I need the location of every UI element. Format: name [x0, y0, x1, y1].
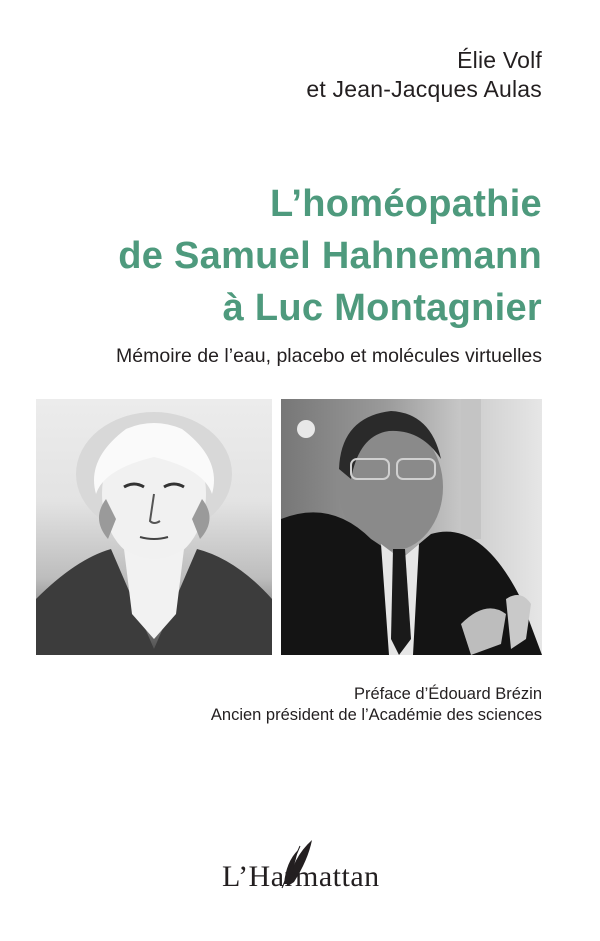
title-line-2: de Samuel Hahnemann — [118, 235, 542, 277]
montagnier-photo — [281, 399, 542, 655]
author-primary: Élie Volf — [457, 47, 542, 73]
publisher-logo — [222, 838, 392, 898]
book-title — [118, 178, 542, 334]
publisher-name: L’Harmattan — [222, 860, 380, 893]
preface-block — [211, 684, 542, 726]
author-secondary: et Jean-Jacques Aulas — [306, 76, 542, 102]
hahnemann-portrait — [36, 399, 272, 655]
preface-author-title: Ancien président de l’Académie des sciences — [210, 706, 542, 724]
authors-block — [306, 46, 542, 104]
portrait-photo-icon — [281, 399, 542, 655]
title-line-3: à Luc Montagnier — [222, 287, 542, 329]
portrait-engraving-icon — [36, 399, 272, 655]
title-line-1: L’homéopathie — [269, 183, 542, 225]
book-subtitle: Mémoire de l’eau, placebo et molécules virtuelles — [116, 345, 542, 367]
preface-author: Préface d’Édouard Brézin — [353, 685, 542, 703]
